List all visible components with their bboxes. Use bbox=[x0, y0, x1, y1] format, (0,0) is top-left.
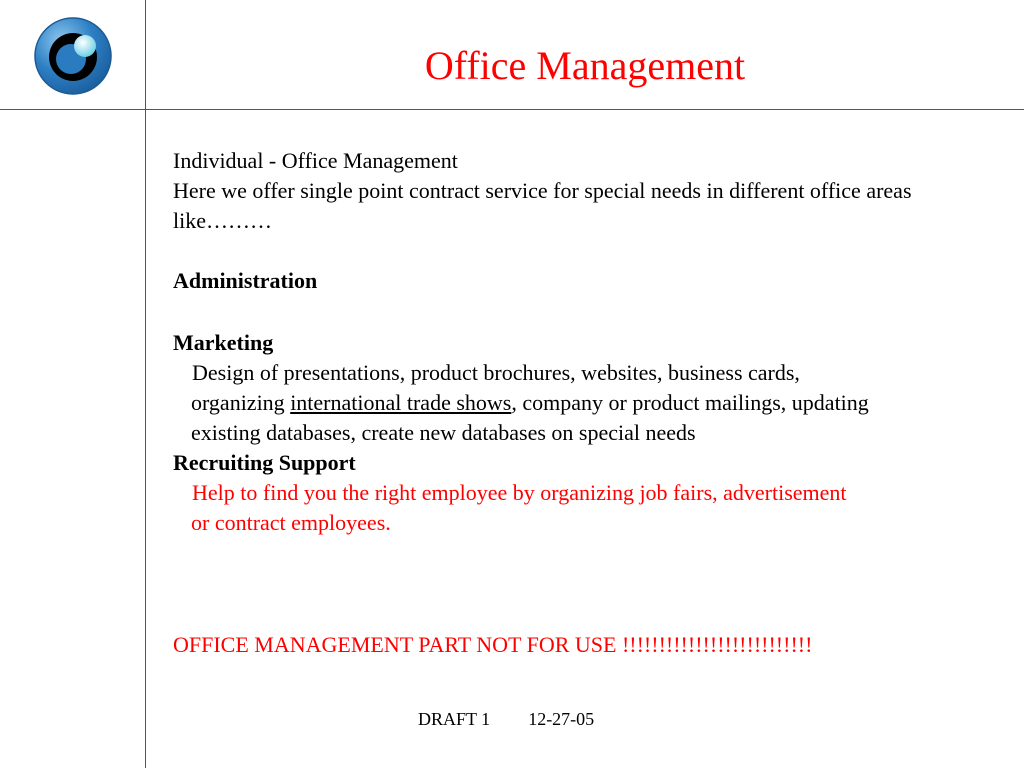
intro-line-2: like……… bbox=[173, 208, 272, 233]
recruiting-line-1: Help to find you the right employee by organizing job fairs, advertisement bbox=[192, 480, 847, 505]
section-title-administration: Administration bbox=[173, 268, 318, 293]
marketing-line-2 bbox=[173, 388, 1003, 418]
section-title-recruiting: Recruiting Support bbox=[173, 450, 356, 475]
slide-title: Office Management bbox=[424, 43, 746, 88]
vertical-rule bbox=[145, 0, 146, 768]
section-title-marketing: Marketing bbox=[173, 330, 274, 355]
intro-line-1: Here we offer single point contract service for special needs in different office areas bbox=[173, 178, 912, 203]
content-heading: Individual - Office Management bbox=[173, 148, 458, 173]
draft-date: 12-27-05 bbox=[528, 709, 595, 729]
marketing-line-3: existing databases, create new databases on special needs bbox=[191, 420, 696, 445]
marketing-line-1: Design of presentations, product brochures, websites, business cards, bbox=[192, 360, 800, 385]
draft-label: DRAFT 1 bbox=[418, 709, 491, 729]
slide-content bbox=[173, 146, 1003, 538]
circle-swirl-logo-icon bbox=[33, 16, 113, 96]
footer bbox=[418, 707, 594, 731]
horizontal-rule bbox=[0, 109, 1024, 110]
warning-notice: OFFICE MANAGEMENT PART NOT FOR USE !!!!!!!!!!!!!!!!!!!!!!!!!! bbox=[173, 632, 813, 657]
marketing-line-2-start: organizing bbox=[191, 390, 291, 415]
marketing-line-2-end: , company or product mailings, updating bbox=[511, 390, 869, 415]
trade-shows-link[interactable]: international trade shows bbox=[290, 390, 512, 415]
recruiting-line-2: or contract employees. bbox=[191, 510, 391, 535]
